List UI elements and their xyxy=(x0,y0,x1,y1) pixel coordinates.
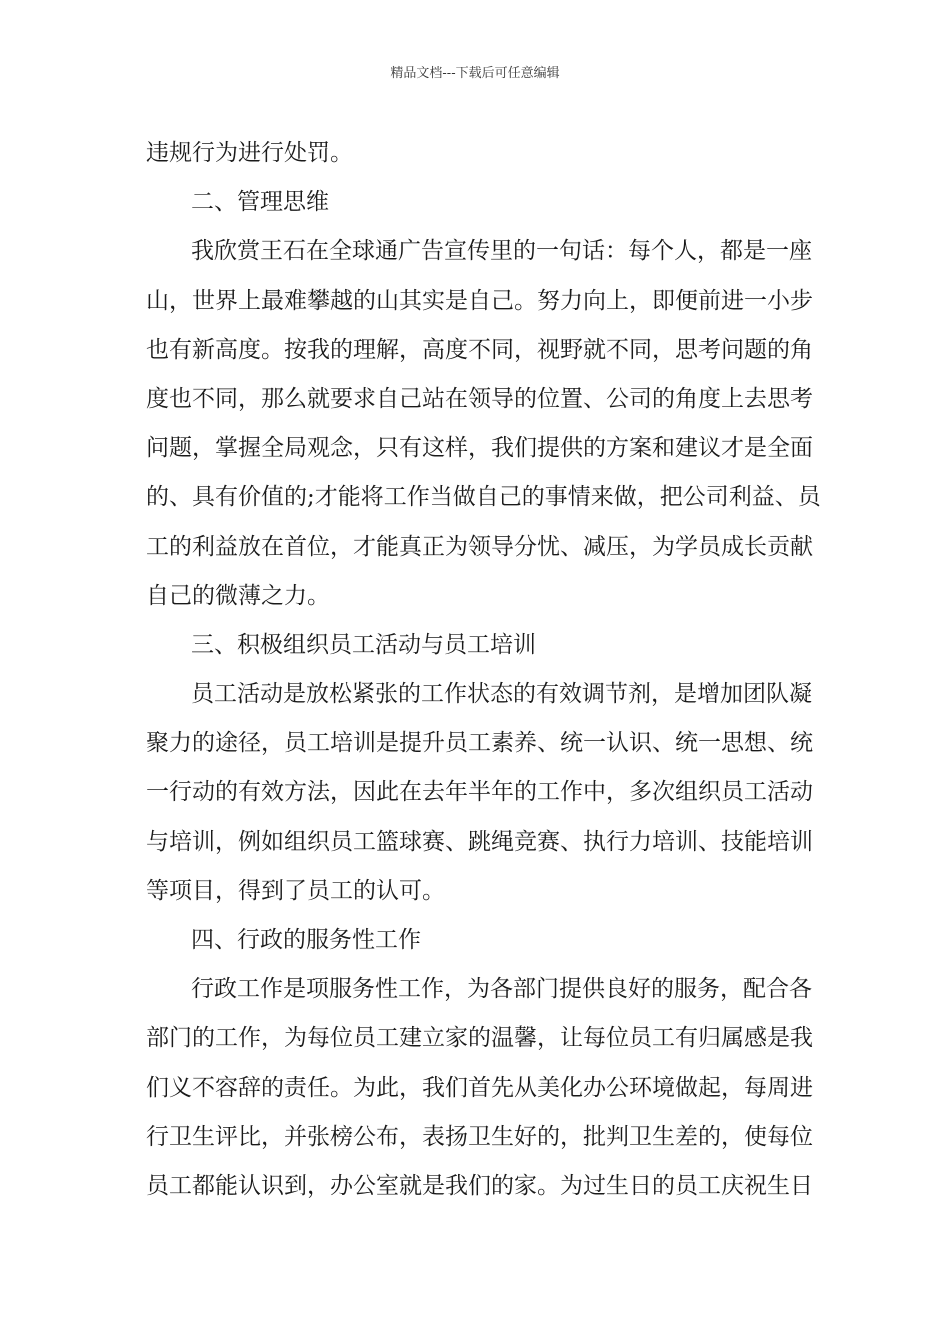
section-heading: 二、管理思维 xyxy=(191,189,329,216)
text-line: 违规行为进行处罚。 xyxy=(146,140,353,166)
text-line: 部门的工作，为每位员工建立家的温馨，让每位员工有归属感是我 xyxy=(146,1025,813,1052)
text-line: 自己的微薄之力。 xyxy=(146,582,330,609)
page-header: 精品文档---下载后可任意编辑 xyxy=(390,66,560,81)
section-heading: 四、行政的服务性工作 xyxy=(191,927,421,953)
text-line: 也有新高度。按我的理解，高度不同，视野就不同，思考问题的角 xyxy=(146,336,813,363)
text-line: 问题，掌握全局观念，只有这样，我们提供的方案和建议才是全面 xyxy=(146,435,813,462)
text-line: 山，世界上最难攀越的山其实是自己。努力向上，即便前进一小步 xyxy=(146,287,813,314)
text-line: 工的利益放在首位，才能真正为领导分忧、减压，为学员成长贡献 xyxy=(146,533,813,560)
text-line: 度也不同，那么就要求自己站在领导的位置、公司的角度上去思考 xyxy=(146,385,813,412)
text-line: 员工都能认识到，办公室就是我们的家。为过生日的员工庆祝生日 xyxy=(146,1172,813,1199)
text-line: 们义不容辞的责任。为此，我们首先从美化办公环境做起，每周进 xyxy=(146,1074,813,1101)
document-body xyxy=(146,129,821,1211)
text-line: 行卫生评比，并张榜公布，表扬卫生好的，批判卫生差的，使每位 xyxy=(146,1123,813,1150)
section-heading: 三、积极组织员工活动与员工培训 xyxy=(191,631,536,658)
text-line: 与培训，例如组织员工篮球赛、跳绳竞赛、执行力培训、技能培训 xyxy=(146,828,813,855)
text-line: 的、具有价值的;才能将工作当做自己的事情来做，把公司利益、员 xyxy=(146,484,821,511)
text-line: 行政工作是项服务性工作，为各部门提供良好的服务，配合各 xyxy=(191,976,812,1003)
text-line: 等项目，得到了员工的认可。 xyxy=(146,877,445,904)
text-line: 我欣赏王石在全球通广告宣传里的一句话：每个人，都是一座 xyxy=(191,238,812,265)
text-line: 员工活动是放松紧张的工作状态的有效调节剂，是增加团队凝 xyxy=(191,681,812,708)
text-line: 一行动的有效方法，因此在去年半年的工作中，多次组织员工活动 xyxy=(146,779,813,806)
text-line: 聚力的途径，员工培训是提升员工素养、统一认识、统一思想、统 xyxy=(146,730,813,757)
